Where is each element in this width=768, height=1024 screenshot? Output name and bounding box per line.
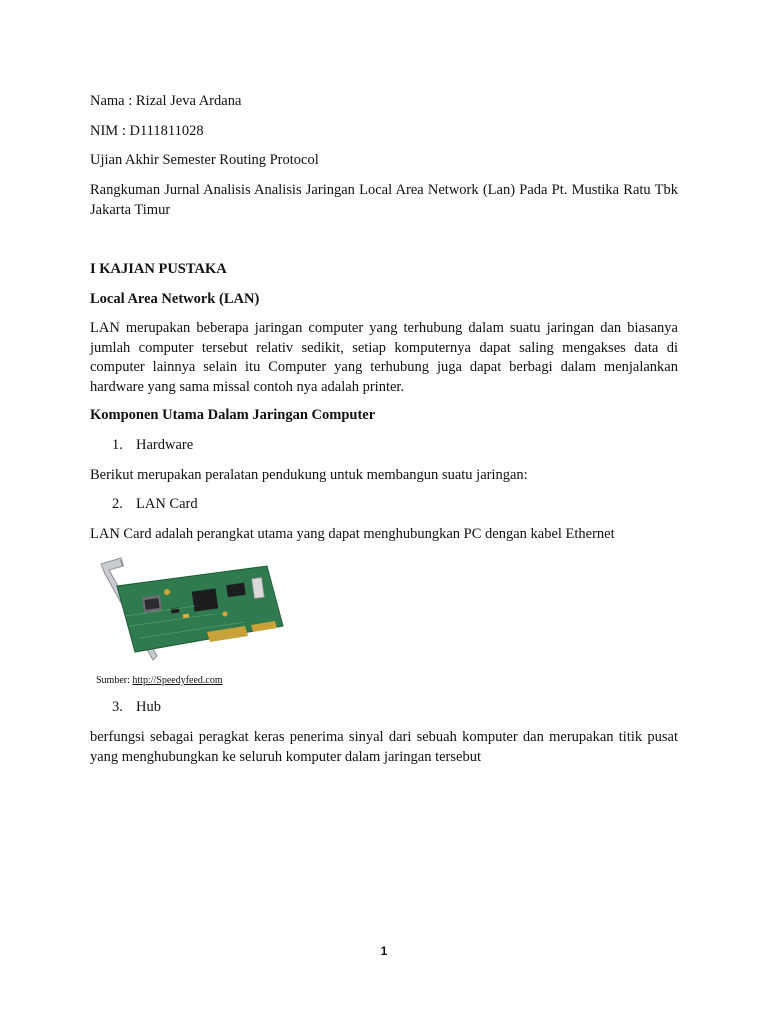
student-nim: NIM : D111811028 [90, 123, 204, 139]
list-label: Hub [136, 699, 161, 715]
page-number: 1 [380, 944, 388, 958]
figure-caption [96, 675, 223, 687]
hardware-text: Berikut merupakan peralatan pendukung untuk membangun suatu jaringan: [90, 467, 528, 483]
list-item-hardware [112, 436, 193, 456]
caption-prefix: Sumber: [96, 675, 130, 686]
lan-paragraph: LAN merupakan beberapa jaringan computer yang terhubung dalam suatu jaringan dan biasanya jumlah computer tersebut relativ sedikit, setiap komputernya dapat saling mengakses data di computer lainnya selain itu Computer yang terhubung juga dapat berbagi dalam menjalankan hardware yang sama missal contoh nya adalah printer. [90, 320, 678, 395]
lan-card-text: LAN Card adalah perangkat utama yang dapat menghubungkan PC dengan kabel Ethernet [90, 526, 615, 542]
exam-title: Ujian Akhir Semester Routing Protocol [90, 152, 319, 168]
lan-subheading: Local Area Network (LAN) [90, 291, 260, 307]
list-label: LAN Card [136, 496, 198, 512]
lan-card-image [95, 556, 285, 666]
list-item-hub [112, 698, 161, 718]
list-number: 3. [112, 699, 123, 715]
summary-title: Rangkuman Jurnal Analisis Analisis Jaringan Local Area Network (Lan) Pada Pt. Mustika Ratu Tbk Jakarta Timur [90, 182, 678, 218]
list-number: 1. [112, 437, 123, 453]
komponen-heading: Komponen Utama Dalam Jaringan Computer [90, 407, 376, 423]
list-number: 2. [112, 496, 123, 512]
student-name: Nama : Rizal Jeva Ardana [90, 93, 242, 109]
caption-link[interactable]: http://Speedyfeed.com [132, 675, 223, 686]
list-label: Hardware [136, 437, 194, 453]
list-item-lan-card [112, 495, 198, 515]
section-heading: I KAJIAN PUSTAKA [90, 261, 227, 277]
hub-text: berfungsi sebagai peragkat keras penerima sinyal dari sebuah komputer dan merupakan titik pusat yang menghubungkan ke seluruh komputer dalam jaringan tersebut [90, 729, 678, 765]
